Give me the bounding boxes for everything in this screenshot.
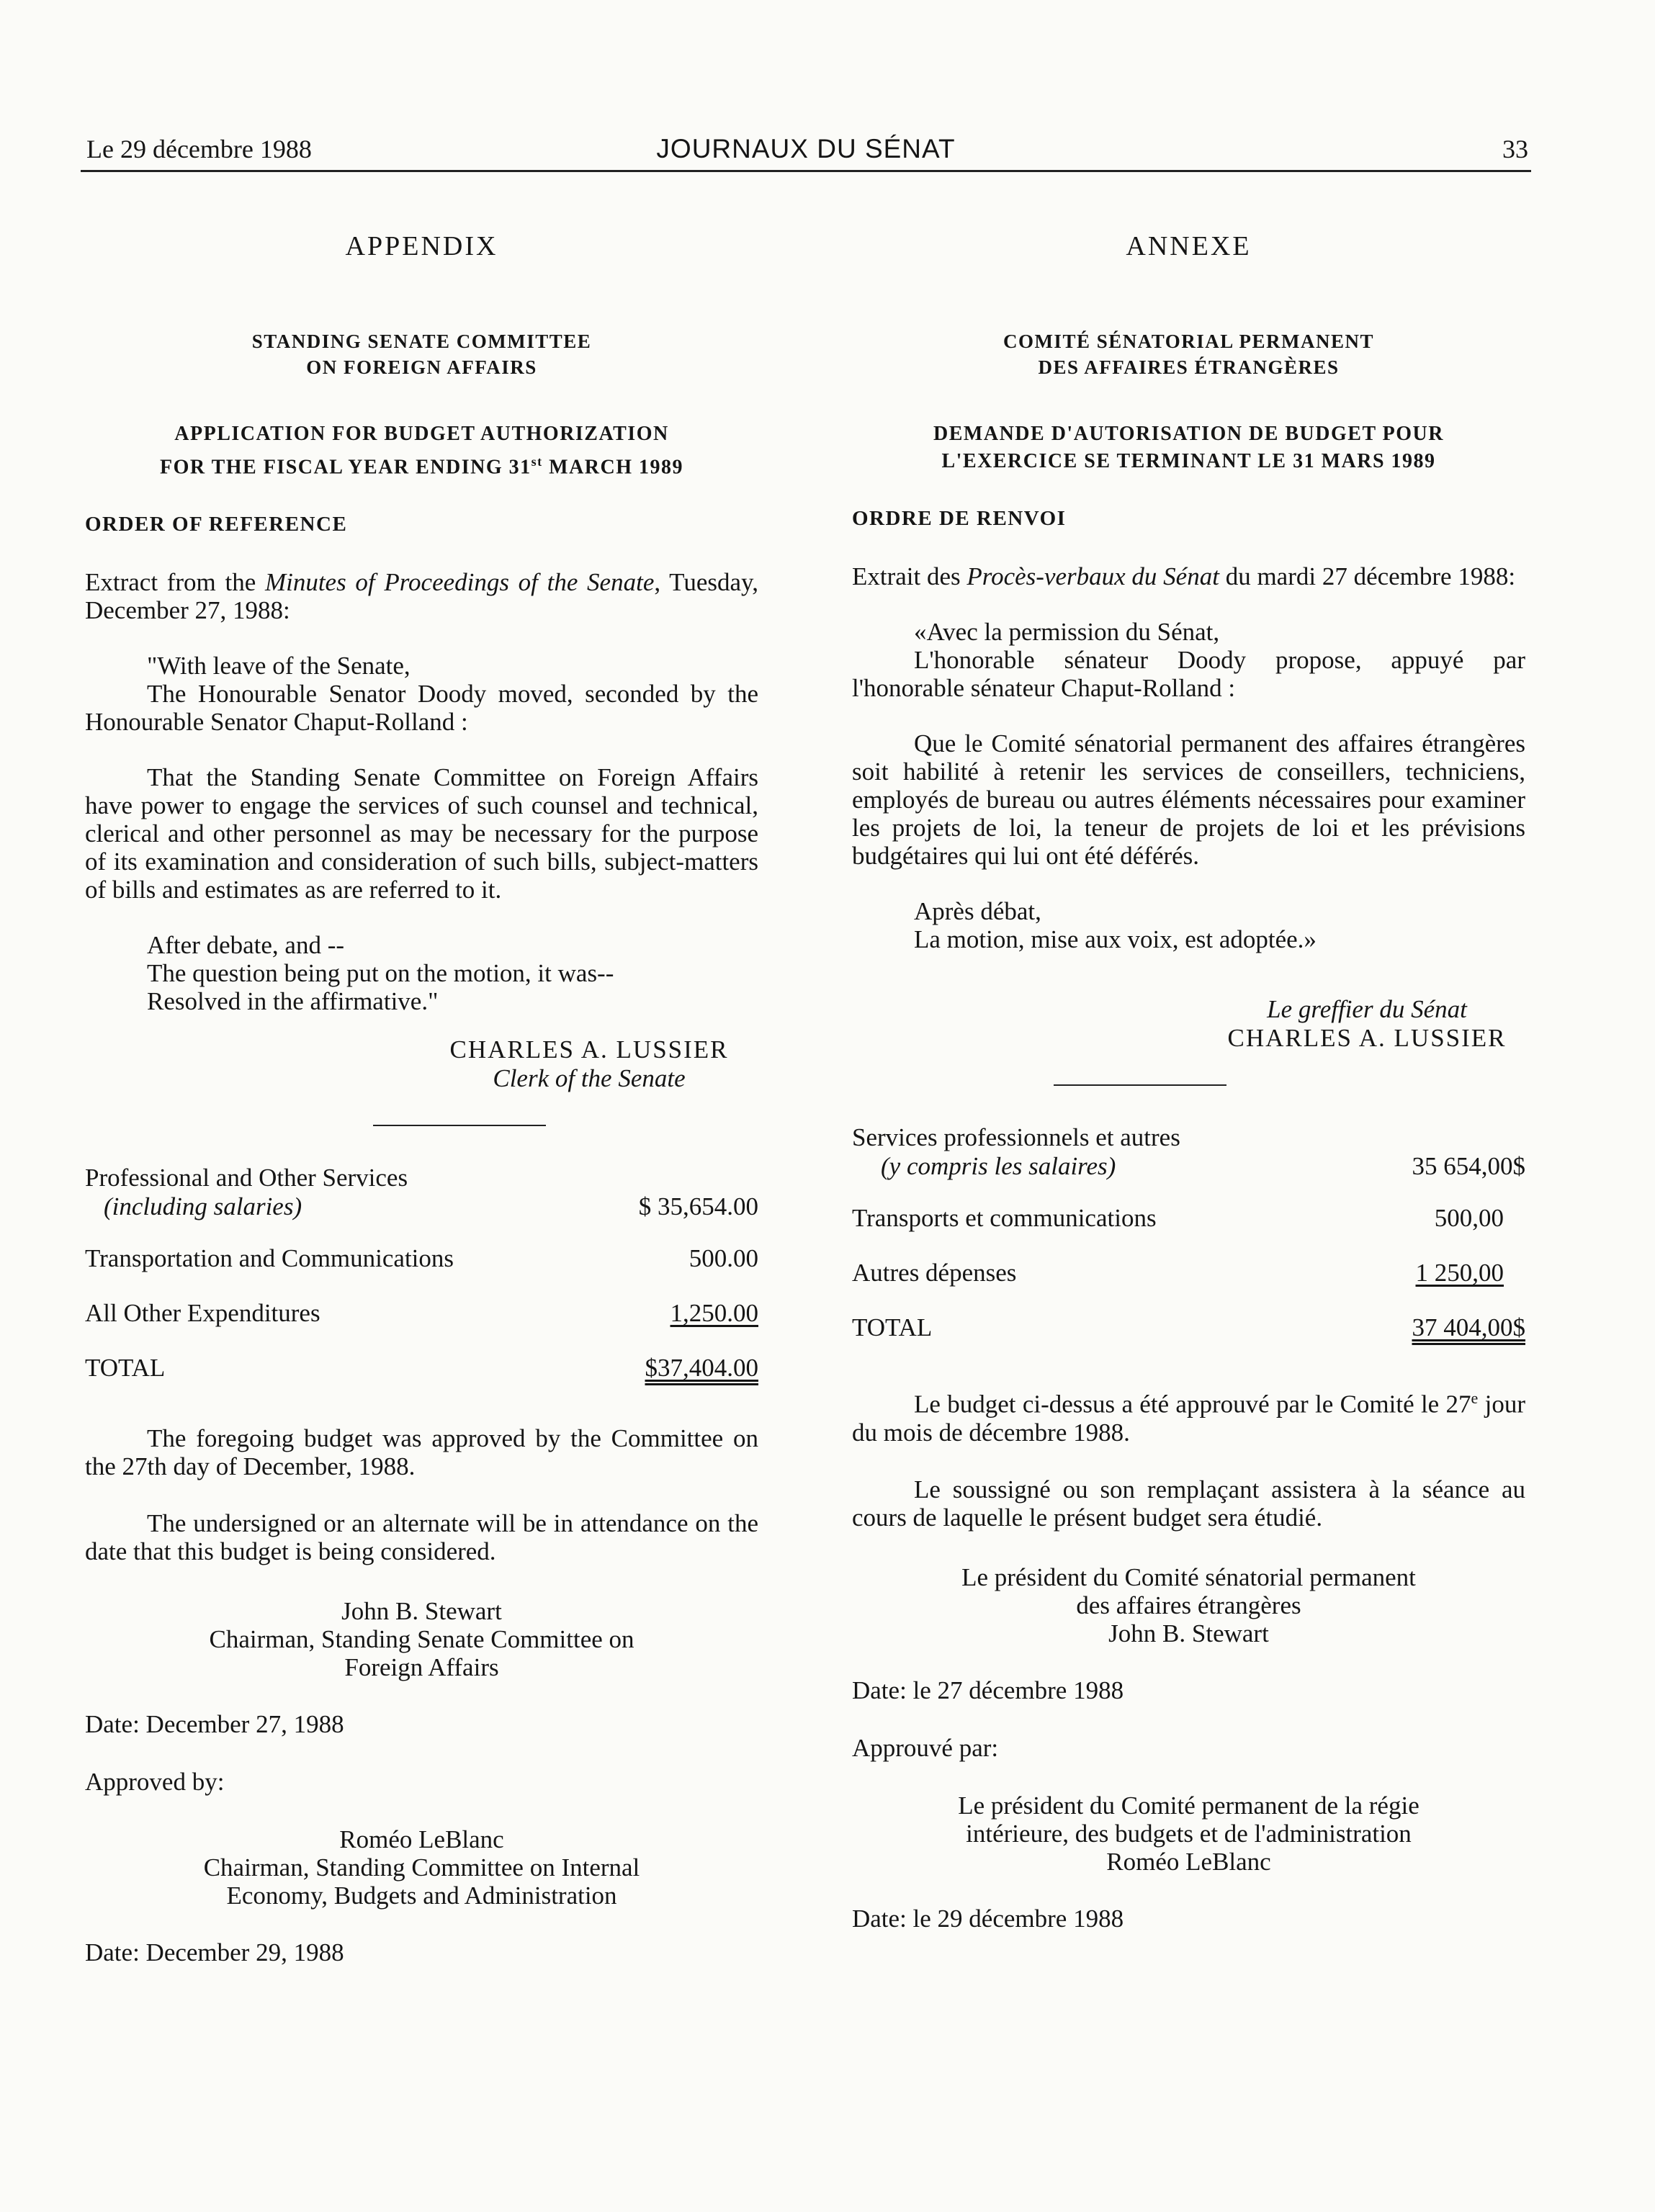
header-date: Le 29 décembre 1988 xyxy=(86,135,312,163)
application-line: DEMANDE D'AUTORISATION DE BUDGET POUR xyxy=(933,423,1444,445)
committee-line: DES AFFAIRES ÉTRANGÈRES xyxy=(1038,356,1340,378)
page-number: 33 xyxy=(1502,135,1528,163)
budget-row xyxy=(852,1123,1525,1181)
order-of-reference-heading: ORDRE DE RENVOI xyxy=(852,507,1067,530)
budget-amount: $ 35,654.00 xyxy=(638,1192,758,1221)
approved-paragraph xyxy=(852,1384,1525,1447)
approver-name: Roméo LeBlanc xyxy=(339,1825,504,1854)
budget-label: Professional and Other Services xyxy=(85,1164,408,1192)
quote-line: "With leave of the Senate, xyxy=(147,652,411,680)
budget-total-row xyxy=(852,1313,1525,1342)
budget-amount: 1,250.00 xyxy=(670,1299,758,1328)
budget-amount: 35 654,00$ xyxy=(1412,1152,1525,1180)
budget-sublabel: (y compris les salaires) xyxy=(881,1152,1116,1180)
budget-total-label: TOTAL xyxy=(852,1313,933,1341)
clerk-name: CHARLES A. LUSSIER xyxy=(449,1035,729,1064)
budget-table xyxy=(85,1164,758,1382)
approved-text: jour du mois de décembre 1988. xyxy=(852,1390,1525,1447)
application-line: L'EXERCICE SE TERMINANT LE 31 MARS 1989 xyxy=(941,450,1436,472)
approval-section xyxy=(85,1424,758,1967)
debate-line: Resolved in the affirmative." xyxy=(147,987,439,1016)
approver-title-line: Le président du Comité permanent de la régie xyxy=(958,1791,1419,1820)
committee-name xyxy=(852,328,1525,380)
motion-paragraph: Que le Comité sénatorial permanent des affaires étrangères soit habilité à retenir les services de conseillers, techniciens, employés de bureau ou autres éléments nécessaires pour examiner les projets de loi, la teneur de projets de loi et les prévisions budgétaires qui lui ont été déférés. xyxy=(852,729,1525,870)
appendix-title: APPENDIX xyxy=(345,231,498,261)
ordinal-suffix: st xyxy=(531,454,543,469)
extract-paragraph xyxy=(85,568,758,624)
approval-section xyxy=(852,1384,1525,1933)
approved-by-label: Approved by: xyxy=(85,1768,225,1797)
extract-text: Extract from the xyxy=(85,568,265,597)
quote-block xyxy=(852,618,1525,702)
application-line xyxy=(85,448,758,481)
budget-row xyxy=(85,1244,758,1273)
approver-title-line: Economy, Budgets and Administration xyxy=(226,1881,617,1910)
date-line: Date: le 27 décembre 1988 xyxy=(852,1676,1124,1704)
budget-row xyxy=(85,1164,758,1221)
extract-italic: Minutes of Proceedings of the Senate xyxy=(264,568,655,597)
budget-label: All Other Expenditures xyxy=(85,1299,320,1328)
chair-name: John B. Stewart xyxy=(1108,1619,1269,1647)
extract-text: , Tuesday, December 27, 1988: xyxy=(85,568,758,625)
extract-paragraph xyxy=(852,562,1525,590)
committee-line: STANDING SENATE COMMITTEE xyxy=(251,331,592,352)
budget-amount: 500,00 xyxy=(1434,1204,1504,1232)
application-heading xyxy=(852,421,1525,475)
application-text: MARCH 1989 xyxy=(542,456,684,479)
approver-title-line: Chairman, Standing Committee on Internal xyxy=(203,1853,640,1882)
approver-signature xyxy=(852,1791,1525,1876)
quote-paragraph: The Honourable Senator Doody moved, seconded by the Honourable Senator Chaput-Rolland : xyxy=(85,680,758,737)
approved-text: Le budget ci-dessus a été approuvé par le Comité le 27 xyxy=(914,1390,1471,1419)
debate-block xyxy=(852,897,1525,953)
approver-signature xyxy=(85,1825,758,1910)
approver-name: Roméo LeBlanc xyxy=(1106,1847,1271,1876)
date-line: Date: December 27, 1988 xyxy=(85,1710,344,1739)
budget-total-row xyxy=(85,1354,758,1382)
debate-line: After debate, and -- xyxy=(147,931,345,960)
chair-signature xyxy=(852,1563,1525,1647)
divider xyxy=(373,1125,546,1126)
budget-total-amount: $37,404.00 xyxy=(645,1354,758,1382)
approver-title-line: intérieure, des budgets et de l'administration xyxy=(966,1819,1412,1848)
chair-signature xyxy=(85,1597,758,1681)
budget-row xyxy=(852,1204,1525,1233)
application-heading xyxy=(85,421,758,481)
committee-line: ON FOREIGN AFFAIRS xyxy=(306,356,537,378)
approved-paragraph: The foregoing budget was approved by the Committee on the 27th day of December, 1988. xyxy=(85,1424,758,1481)
ordinal-suffix: e xyxy=(1471,1389,1479,1407)
page-header xyxy=(81,128,1531,172)
clerk-title: Clerk of the Senate xyxy=(493,1064,686,1093)
clerk-signature xyxy=(423,1035,755,1093)
budget-sublabel: (including salaries) xyxy=(104,1192,302,1221)
divider xyxy=(1054,1084,1226,1086)
budget-label: Transports et communications xyxy=(852,1204,1157,1232)
budget-total-label: TOTAL xyxy=(85,1354,166,1382)
application-line: APPLICATION FOR BUDGET AUTHORIZATION xyxy=(174,423,669,445)
debate-line: Après débat, xyxy=(914,897,1041,925)
budget-amount: 1 250,00 xyxy=(1415,1259,1504,1287)
annex-title: ANNEXE xyxy=(1126,231,1252,261)
extract-italic: Procès-verbaux du Sénat xyxy=(966,562,1219,590)
header-journal-title: JOURNAUX DU SÉNAT xyxy=(656,134,956,163)
chair-title-line: Foreign Affairs xyxy=(344,1653,499,1682)
chair-name: John B. Stewart xyxy=(341,1597,502,1626)
budget-table xyxy=(852,1123,1525,1342)
chair-title-line: Le président du Comité sénatorial permanent xyxy=(961,1563,1416,1591)
budget-label: Services professionnels et autres xyxy=(852,1123,1180,1151)
english-column xyxy=(85,216,758,1996)
quote-block xyxy=(85,652,758,736)
extract-text: Extrait des xyxy=(852,562,967,590)
debate-line: The question being put on the motion, it was-- xyxy=(147,959,614,988)
order-of-reference-heading: ORDER OF REFERENCE xyxy=(85,513,348,536)
budget-amount: 500.00 xyxy=(689,1244,758,1273)
attendance-paragraph: Le soussigné ou son remplaçant assistera à la séance au cours de laquelle le présent budget sera étudié. xyxy=(852,1475,1525,1532)
application-text: FOR THE FISCAL YEAR ENDING 31 xyxy=(159,456,532,479)
chair-title-line: Chairman, Standing Senate Committee on xyxy=(209,1625,634,1654)
date-line: Date: le 29 décembre 1988 xyxy=(852,1904,1124,1933)
motion-paragraph: That the Standing Senate Committee on Foreign Affairs have power to engage the services of such counsel and technical, clerical and other personnel as may be necessary for the purpose of its examination and consideration of such bills, subject-matters of bills and estimates as are referred to it. xyxy=(85,763,758,904)
committee-line: COMITÉ SÉNATORIAL PERMANENT xyxy=(1003,331,1375,352)
budget-row xyxy=(85,1299,758,1328)
french-column xyxy=(852,216,1525,1962)
quote-line: «Avec la permission du Sénat, xyxy=(914,618,1220,646)
clerk-signature xyxy=(1198,995,1536,1053)
committee-name xyxy=(85,328,758,380)
budget-label: Transportation and Communications xyxy=(85,1244,454,1273)
attendance-paragraph: The undersigned or an alternate will be in attendance on the date that this budget is being considered. xyxy=(85,1509,758,1566)
debate-line: La motion, mise aux voix, est adoptée.» xyxy=(914,925,1317,953)
clerk-name: CHARLES A. LUSSIER xyxy=(1227,1024,1507,1052)
date-line: Date: December 29, 1988 xyxy=(85,1938,344,1967)
budget-row xyxy=(852,1259,1525,1287)
clerk-title: Le greffier du Sénat xyxy=(1267,995,1467,1023)
debate-block xyxy=(85,931,758,1015)
budget-label: Autres dépenses xyxy=(852,1259,1017,1287)
extract-text: du mardi 27 décembre 1988: xyxy=(1219,562,1516,590)
chair-title-line: des affaires étrangères xyxy=(1076,1591,1301,1619)
quote-paragraph: L'honorable sénateur Doody propose, appuyé par l'honorable sénateur Chaput-Rolland : xyxy=(852,646,1525,702)
budget-total-amount: 37 404,00$ xyxy=(1412,1313,1525,1341)
approved-by-label: Approuvé par: xyxy=(852,1733,999,1762)
